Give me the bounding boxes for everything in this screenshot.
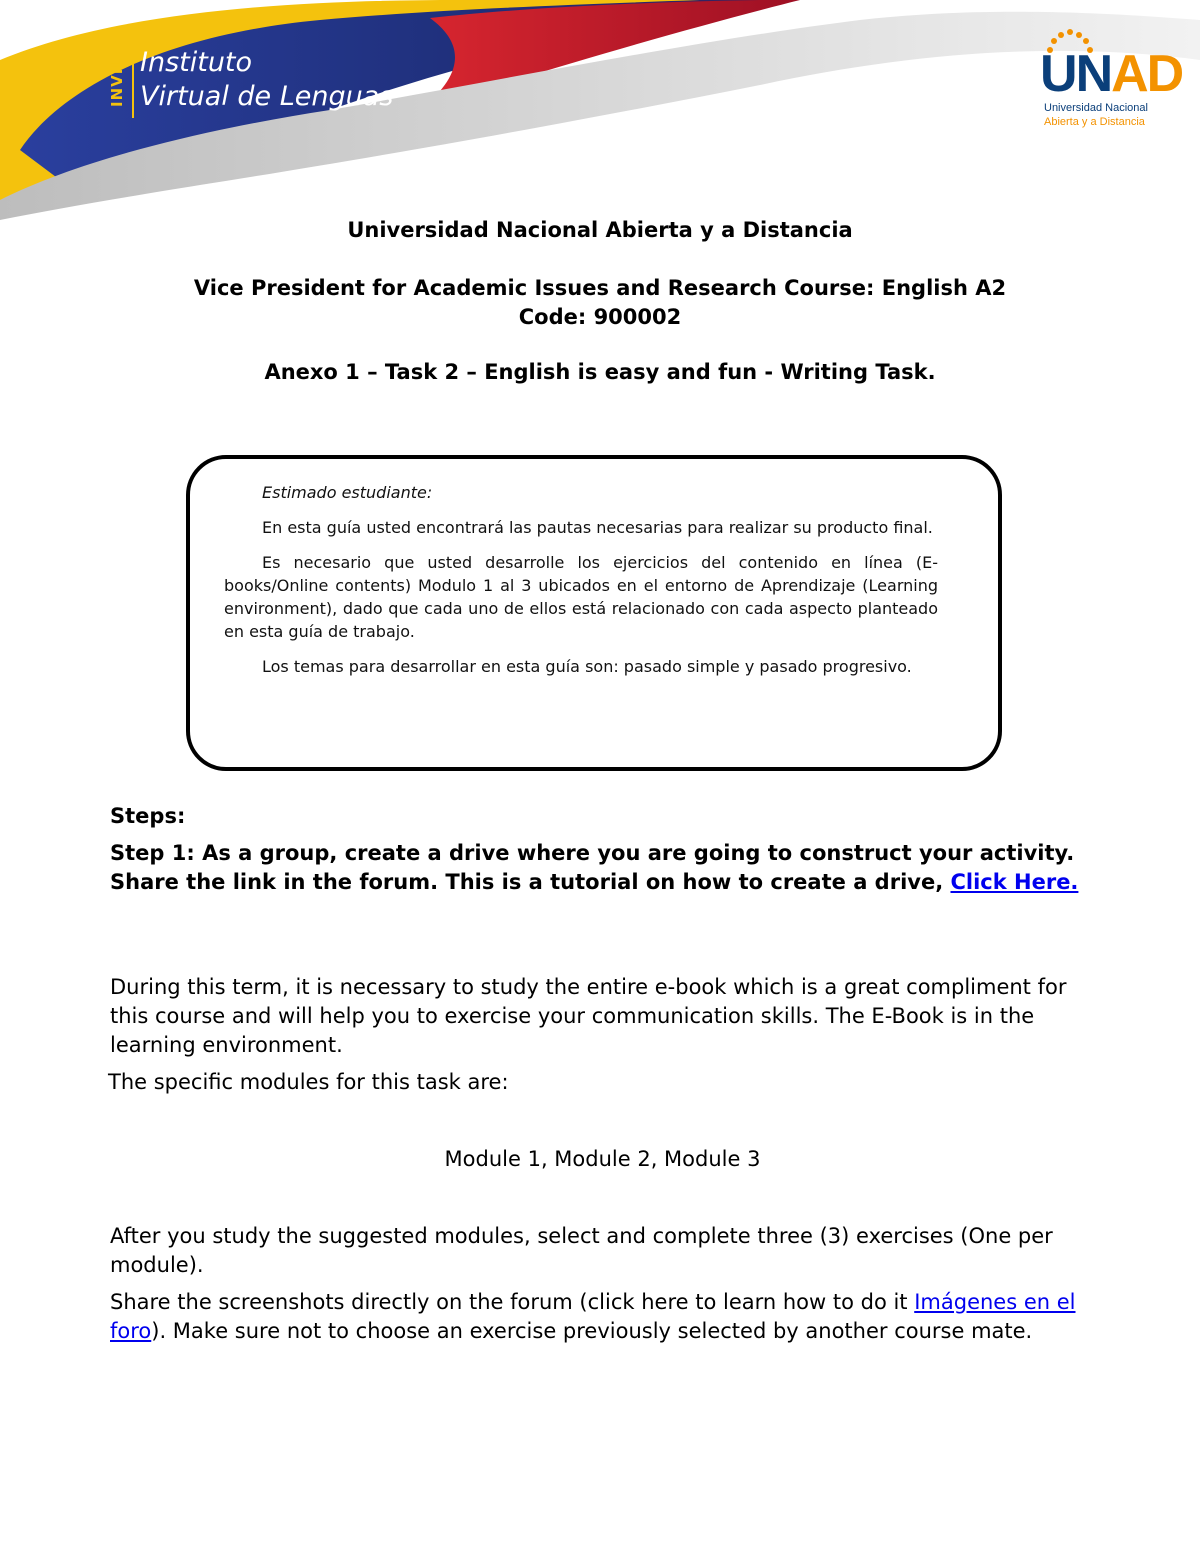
share-paragraph <box>110 1288 1100 1346</box>
ivl-title-line1: Instituto <box>140 47 253 78</box>
document-header <box>0 0 1200 220</box>
steps-heading: Steps: <box>110 804 186 828</box>
university-title: Universidad Nacional Abierta y a Distancia <box>347 218 853 242</box>
unad-logo <box>1040 26 1183 136</box>
share-text-after: ). Make sure not to choose an exercise previously selected by another course mate. <box>151 1319 1033 1343</box>
modules-list: Module 1, Module 2, Module 3 <box>444 1147 761 1171</box>
note-paragraph-3: Los temas para desarrollar en esta guía son: pasado simple y pasado progresivo. <box>262 657 912 676</box>
unad-letter-u: U <box>1040 45 1076 103</box>
unad-caption-line2: Abierta y a Distancia <box>1044 116 1145 128</box>
unad-letters-ad: AD <box>1111 45 1183 103</box>
student-note-box <box>186 455 1002 771</box>
task-title: Anexo 1 – Task 2 – English is easy and fun - Writing Task. <box>264 360 936 384</box>
ivl-vertical-mark: INVIL <box>108 57 126 107</box>
step-1-text: Step 1: As a group, create a drive where you are going to construct your activity. Share the link in the forum. This is a tutorial on how to create a drive, <box>110 841 1075 894</box>
course-code: Code: 900002 <box>518 305 682 329</box>
modules-intro: The specific modules for this task are: <box>108 1070 509 1094</box>
course-heading-line1: Vice President for Academic Issues and Research Course: English A2 <box>193 276 1007 300</box>
step-1-paragraph <box>110 839 1100 897</box>
student-note-content <box>224 481 938 690</box>
ebook-paragraph: During this term, it is necessary to study the entire e-book which is a great compliment for this course and will help you to exercise your communication skills. The E-Book is in the learning environment. <box>110 975 1067 1057</box>
unad-caption-line1: Universidad Nacional <box>1044 102 1148 114</box>
note-paragraph-1: En esta guía usted encontrará las pautas necesarias para realizar su producto final. <box>262 518 933 537</box>
ivl-divider <box>132 46 134 118</box>
note-paragraph-2: Es necesario que usted desarrolle los ejercicios del contenido en línea (E-books/Online contents) Modulo 1 al 3 ubicados en el entorno de Aprendizaje (Learning environment), dado que cada uno de ellos está relacionado con cada aspecto planteado en esta guía de trabajo. <box>224 553 938 641</box>
unad-wordmark <box>1040 44 1182 104</box>
share-text-before: Share the screenshots directly on the forum (click here to learn how to do it <box>110 1290 915 1314</box>
exercises-paragraph: After you study the suggested modules, select and complete three (3) exercises (One per module). <box>110 1224 1053 1277</box>
note-greeting: Estimado estudiante: <box>262 483 433 502</box>
ivl-title-line2: Virtual de Lenguas <box>140 81 394 112</box>
click-here-link[interactable]: Click Here. <box>950 870 1079 894</box>
course-heading <box>0 274 1200 332</box>
forum-images-link[interactable]: Imágenes en el foro <box>110 1290 1076 1343</box>
unad-letter-n: N <box>1075 45 1112 103</box>
